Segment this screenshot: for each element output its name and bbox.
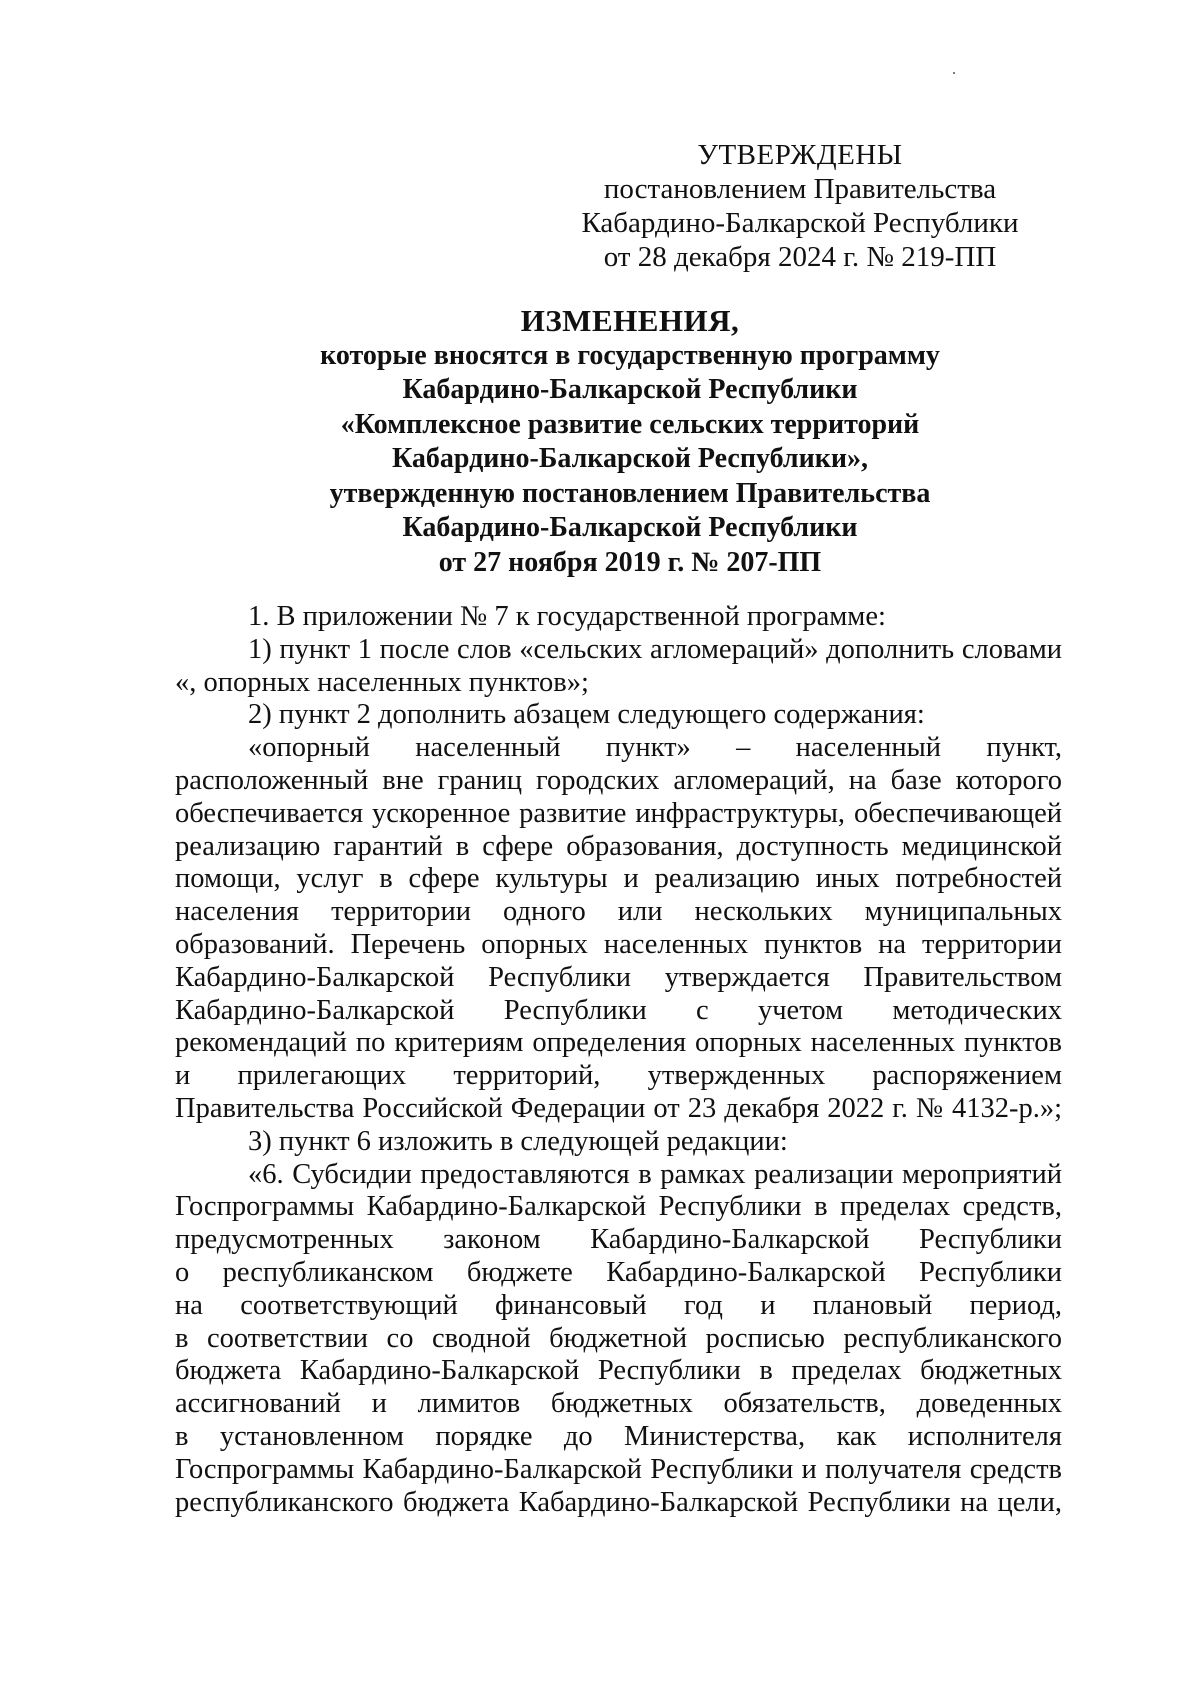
body-line: 1. В приложении № 7 к государственной программе: [248, 601, 886, 632]
body-line: 3) пункт 6 изложить в следующей редакции: [248, 1125, 788, 1157]
approval-heading: УТВЕРЖДЕНЫ [697, 139, 903, 171]
body-line: бюджета Кабардино-Балкарской Республики в пределах бюджетных [175, 1355, 1062, 1387]
approval-line-2: Кабардино-Балкарской Республики [581, 207, 1019, 239]
title-line: Кабардино-Балкарской Республики [402, 512, 858, 543]
body-line: республиканского бюджета Кабардино-Балкарской Республики на цели, [175, 1486, 1062, 1518]
body-line: и прилегающих территорий, утвержденных распоряжением [175, 1060, 1062, 1092]
body-line: 2) пункт 2 дополнить абзацем следующего содержания: [248, 699, 925, 731]
body-line: Госпрограммы Кабардино-Балкарской Республики и получателя средств [175, 1453, 1062, 1485]
body-line: Кабардино-Балкарской Республики с учетом методических [175, 994, 1062, 1026]
approval-line-3: от 28 декабря 2024 г. № 219-ПП [603, 241, 997, 273]
body-line: Кабардино-Балкарской Республики утверждается Правительством [175, 961, 1062, 993]
body-line: ассигнований и лимитов бюджетных обязательств, доведенных [175, 1388, 1062, 1420]
body-line: в соответствии со сводной бюджетной росписью республиканского [175, 1322, 1062, 1354]
body-line: предусмотренных законом Кабардино-Балкарской Республики [175, 1224, 1062, 1256]
body-line: «, опорных населенных пунктов»; [175, 666, 589, 698]
title-line: Кабардино-Балкарской Республики», [391, 443, 869, 474]
body-line: «опорный населенный пункт» – населенный пункт, [248, 732, 1062, 764]
approval-stamp-block [570, 138, 1030, 274]
body-line: образований. Перечень опорных населенных пунктов на территории [175, 928, 1062, 960]
body-line: Госпрограммы Кабардино-Балкарской Республики в пределах средств, [175, 1191, 1062, 1223]
title-line: утвержденную постановлением Правительства [329, 477, 931, 509]
body-line: помощи, услуг в сфере культуры и реализацию иных потребностей [175, 863, 1062, 895]
document-body [175, 601, 1062, 1519]
body-line: рекомендаций по критериям определения опорных населенных пунктов [175, 1027, 1062, 1059]
title-line: которые вносятся в государственную программу [320, 339, 940, 371]
body-line: в установленном порядке до Министерства, как исполнителя [175, 1420, 1062, 1452]
document-title [200, 304, 1060, 580]
body-line: расположенный вне границ городских агломераций, на базе которого [175, 764, 1062, 796]
scan-speck [953, 72, 955, 74]
body-line: Правительства Российской Федерации от 23 декабря 2022 г. № 4132-р.»; [175, 1092, 1062, 1124]
title-line: «Комплексное развитие сельских территорий [340, 408, 920, 440]
body-line: о республиканском бюджете Кабардино-Балкарской Республики [175, 1256, 1062, 1288]
title-line: от 27 ноября 2019 г. № 207-ПП [438, 546, 822, 578]
body-line: реализацию гарантий в сфере образования, доступность медицинской [175, 830, 1062, 862]
body-line: на соответствующий финансовый год и плановый период, [175, 1289, 1062, 1321]
title-line: Кабардино-Балкарской Республики [402, 374, 858, 405]
title-heading: ИЗМЕНЕНИЯ, [520, 303, 740, 338]
body-line: «6. Субсидии предоставляются в рамках реализации мероприятий [248, 1158, 1062, 1190]
body-line: 1) пункт 1 после слов «сельских агломераций» дополнить словами [248, 633, 1062, 665]
body-line: населения территории одного или нескольких муниципальных [175, 896, 1062, 928]
approval-line-1: постановлением Правительства [603, 173, 997, 205]
body-line: обеспечивается ускоренное развитие инфраструктуры, обеспечивающей [175, 797, 1062, 829]
